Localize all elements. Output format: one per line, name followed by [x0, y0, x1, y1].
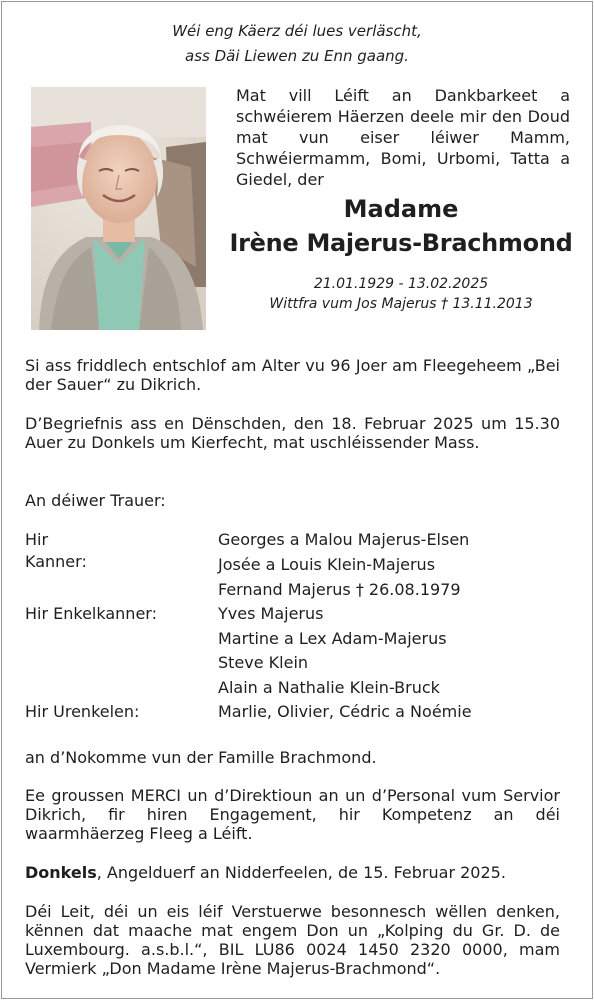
mourner-name: Martine a Lex Adam-Majerus	[218, 629, 447, 648]
mourner-name: Fernand Majerus † 26.08.1979	[218, 580, 461, 599]
life-dates: 21.01.1929 - 13.02.2025	[313, 276, 489, 292]
mourner-name: Marlie, Olivier, Cédric a Noémie	[218, 702, 472, 721]
mourner-name: Georges a Malou Majerus-Elsen	[218, 530, 470, 549]
poem	[0, 19, 594, 69]
funeral-info: D’Begriefnis ass en Dënschden, den 18. Februar 2025 um 15.30 Auer zu Donkels um Kierfecht, mat uschléissender Mass.	[25, 414, 560, 452]
mourner-name: Josée a Louis Klein-Majerus	[218, 555, 436, 574]
mourner-name: Steve Klein	[218, 653, 309, 672]
deceased-name: Irène Majerus-Brachmond	[229, 229, 573, 257]
family-line: an d’Nokomme vun der Famille Brachmond.	[25, 748, 377, 767]
widow-of: Wittfra vum Jos Majerus † 13.11.2013	[269, 296, 533, 312]
poem-line-2: ass Däi Liewen zu Enn gaang.	[185, 47, 409, 65]
portrait-photo	[31, 87, 206, 330]
mourner-group-label: Hir Enkelkanner:	[25, 604, 157, 623]
deceased-title: Madame	[343, 195, 459, 223]
poem-line-1: Wéi eng Käerz déi lues verläscht,	[172, 22, 422, 40]
death-notice: Si ass friddlech entschlof am Alter vu 96 Joer am Fleegeheem „Bei der Sauer“ zu Dikrich.	[25, 356, 560, 394]
place-name: Donkels	[25, 863, 97, 882]
mourner-group-label: Hir Kanner:	[25, 530, 87, 571]
thanks-text: Ee groussen MERCI un d’Direktioun an un d’Personal vum Servior Dikrich, fir hiren Engagement, hir Kompetenz an déi waarmhäerzeg Fleeg a Léift.	[25, 786, 560, 843]
intro-text: Mat vill Léift an Dankbarkeet a schwéierem Häerzen deele mir den Doud mat vun eiser léiwer Mamm, Schwéiermamm, Bomi, Urbomi, Tatta a Giedel, der	[236, 86, 570, 189]
place-date-line	[25, 863, 560, 882]
place-date-rest: , Angelduerf an Nidderfeelen, de 15. Februar 2025.	[96, 863, 506, 882]
mourner-name: Alain a Nathalie Klein-Bruck	[218, 678, 440, 697]
deceased-dates-block	[216, 274, 586, 314]
mourner-group-label: Hir Urenkelen:	[25, 702, 140, 721]
mourner-name: Yves Majerus	[218, 604, 324, 623]
donation-text: Déi Leit, déi un eis léif Verstuerwe besonnesch wëllen denken, kënnen dat maache mat engem Don un „Kolping du Gr. D. de Luxembourg. a.s.b.l.“, BIL LU86 0024 1450 2320 0000, mam Vermierk „Don Madame Irène Majerus-Brachmond“.	[25, 902, 560, 978]
mourning-heading: An déiwer Trauer:	[25, 491, 166, 510]
